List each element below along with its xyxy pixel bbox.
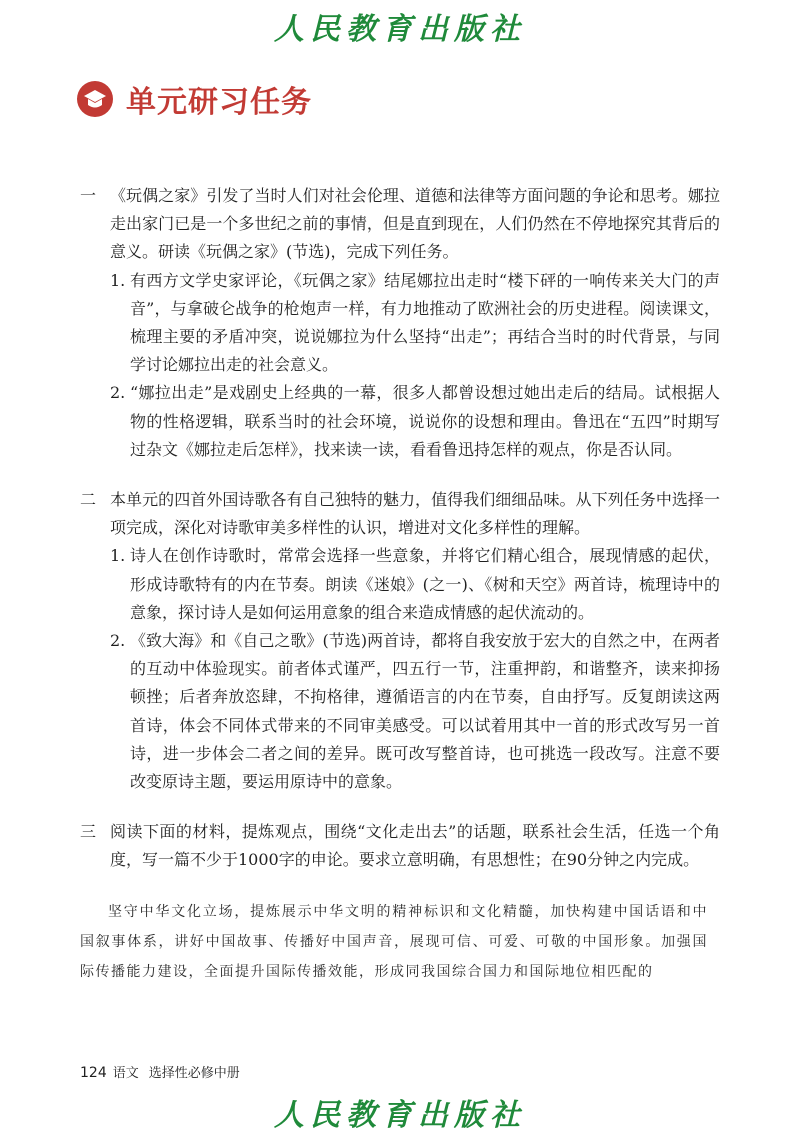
graduation-cap-icon xyxy=(76,80,114,118)
subtask-item xyxy=(110,627,720,796)
task-item xyxy=(80,818,720,874)
unit-title: 单元研习任务 xyxy=(126,85,312,120)
task-text: 《玩偶之家》引发了当时人们对社会伦理、道德和法律等方面问题的争论和思考。娜拉走出家门已是一个多世纪之前的事情，但是直到现在，人们仍然在不停地探究其背后的意义。研读《玩偶之家》(节选)，完成下列任务。 xyxy=(110,186,720,262)
subtask-number: 1. xyxy=(110,546,126,566)
task-item xyxy=(80,486,720,796)
material-quote: 坚守中华文化立场，提炼展示中华文明的精神标识和文化精髓，加快构建中国话语和中国叙事体系，讲好中国故事、传播好中国声音，展现可信、可爱、可敬的中国形象。加强国际传播能力建设，全面提升国际传播效能，形成同我国综合国力和国际地位相匹配的 xyxy=(80,903,708,980)
unit-header xyxy=(76,74,312,124)
subtask-text: “娜拉出走”是戏剧史上经典的一幕，很多人都曾设想过她出走后的结局。试根据人物的性格逻辑，联系当时的社会环境，说说你的设想和理由。鲁迅在“五四”时期写过杂文《娜拉走后怎样》，找来读一读，看看鲁迅持怎样的观点，你是否认同。 xyxy=(130,383,720,459)
subject-label: 语文 xyxy=(112,1066,139,1081)
subtask-number: 2. xyxy=(110,631,126,651)
task-item xyxy=(80,182,720,464)
book-title: 选择性必修中册 xyxy=(148,1066,240,1081)
task-number: 一 xyxy=(80,186,97,205)
subtask-number: 2. xyxy=(110,383,126,403)
subtask-text: 诗人在创作诗歌时，常常会选择一些意象，并将它们精心组合，展现情感的起伏，形成诗歌特有的内在节奏。朗读《迷娘》(之一)、《树和天空》两首诗，梳理诗中的意象，探讨诗人是如何运用意象的组合来造成情感的起伏流动的。 xyxy=(130,546,720,622)
subtask-item xyxy=(110,379,720,464)
page-footer xyxy=(80,1062,240,1081)
subtask-text: 《致大海》和《自己之歌》(节选)两首诗，都将自我安放于宏大的自然之中，在两者的互动中体验现实。前者体式谨严，四五行一节，注重押韵，和谐整齐，读来抑扬顿挫；后者奔放恣肆，不拘格律，遵循语言的内在节奏，自由抒写。反复朗读这两首诗，体会不同体式带来的不同审美感受。可以试着用其中一首的形式改写另一首诗，进一步体会二者之间的差异。既可改写整首诗，也可挑选一段改写。注意不要改变原诗主题，要运用原诗中的意象。 xyxy=(130,631,720,792)
task-text: 阅读下面的材料，提炼观点，围绕“文化走出去”的话题，联系社会生活，任选一个角度，写一篇不少于1000字的申论。要求立意明确，有思想性；在90分钟之内完成。 xyxy=(110,822,720,870)
task-list xyxy=(80,182,720,987)
publisher-logo: 人民教育出版社 xyxy=(274,12,526,47)
subtask-text: 有西方文学史家评论，《玩偶之家》结尾娜拉出走时“楼下砰的一响传来关大门的声音”，与拿破仑战争的枪炮声一样，有力地推动了欧洲社会的历史进程。阅读课文，梳理主要的矛盾冲突，说说娜拉为什么坚持“出走”；再结合当时的时代背景，与同学讨论娜拉出走的社会意义。 xyxy=(130,270,720,375)
task-text: 本单元的四首外国诗歌各有自己独特的魅力，值得我们细细品味。从下列任务中选择一项完成，深化对诗歌审美多样性的认识，增进对文化多样性的理解。 xyxy=(110,490,720,538)
task-number: 二 xyxy=(80,490,97,510)
subtask-item xyxy=(110,542,720,627)
publisher-logo-footer: 人民教育出版社 xyxy=(274,1098,526,1133)
task-number: 三 xyxy=(80,822,97,842)
subtask-number: 1. xyxy=(110,270,126,290)
subtask-item xyxy=(110,267,720,380)
page-number: 124 xyxy=(80,1065,107,1081)
